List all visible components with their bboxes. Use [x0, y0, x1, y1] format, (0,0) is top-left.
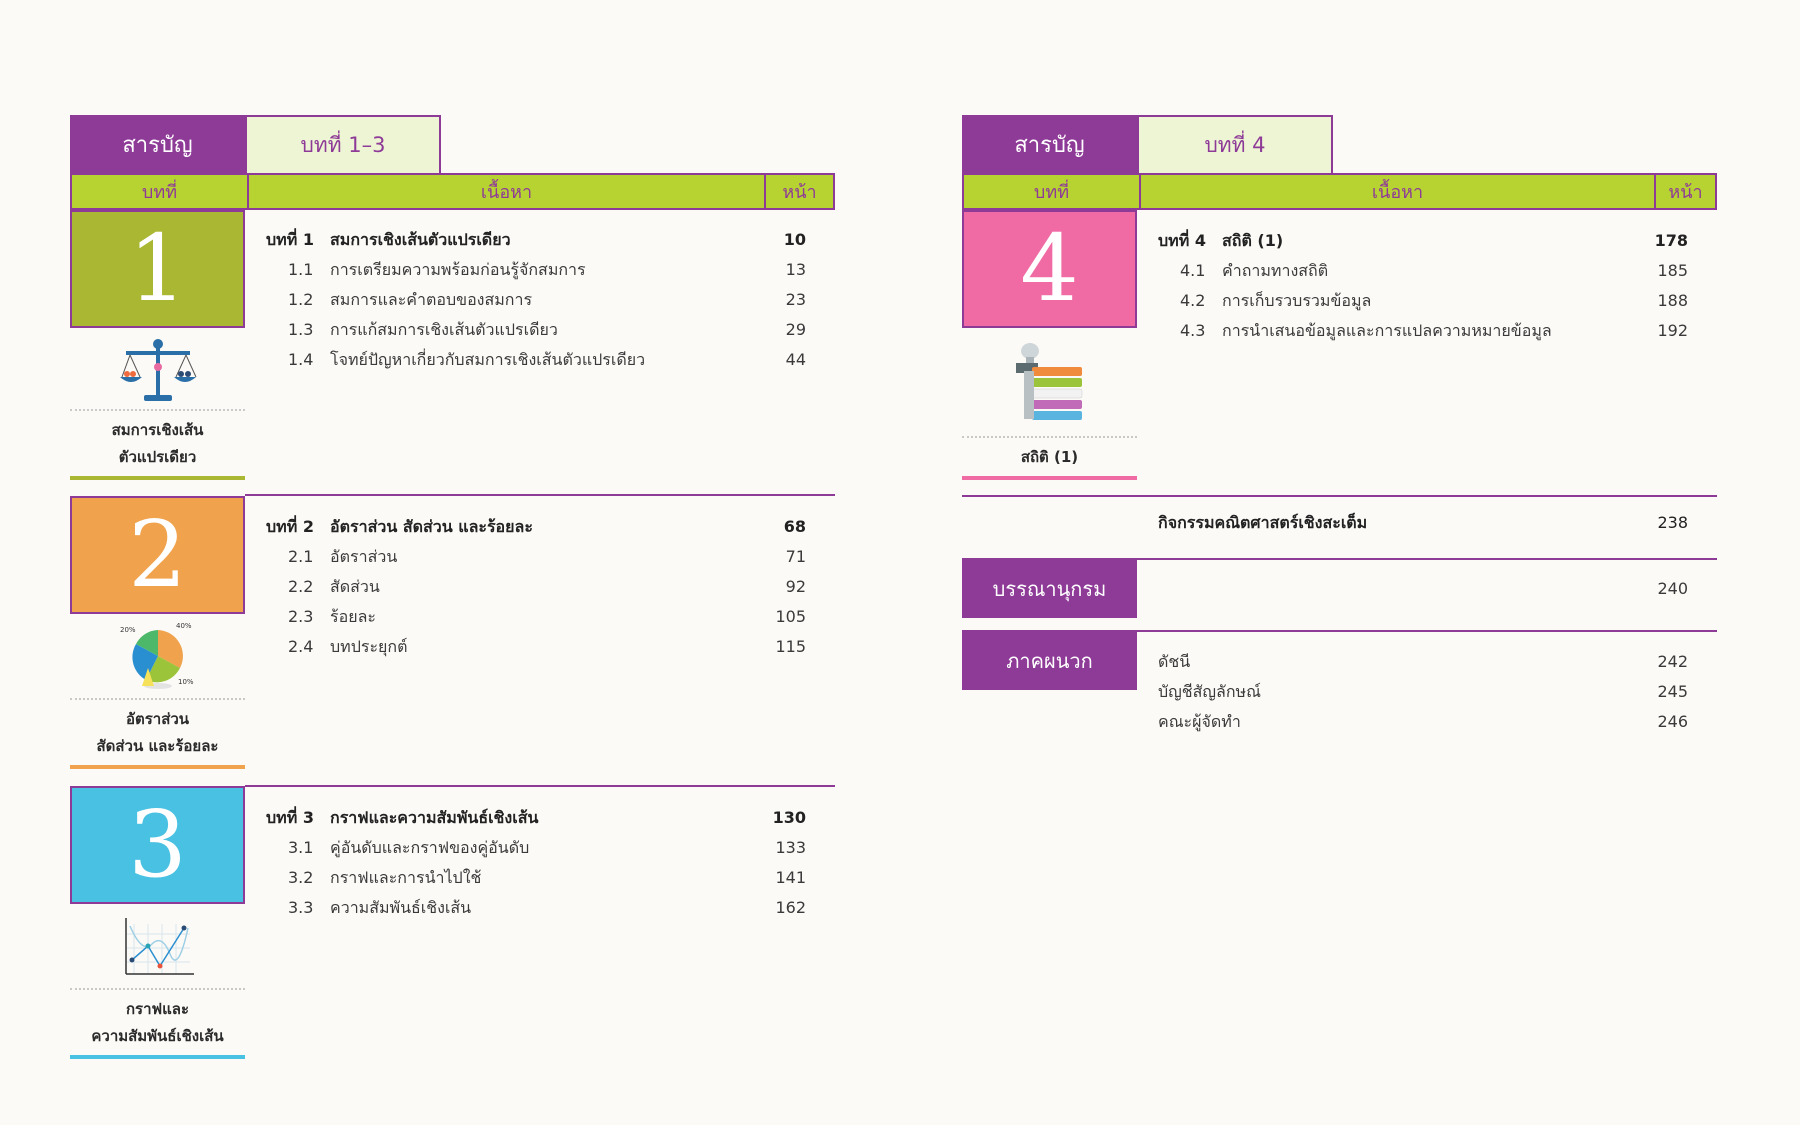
caption-line: ความสัมพันธ์เชิงเส้น — [91, 1027, 224, 1045]
toc-title: การนำเสนอข้อมูลและการแปลความหมายข้อมูล — [1222, 321, 1552, 340]
toc-row-main[interactable] — [266, 512, 806, 542]
toc-header-row — [962, 173, 1717, 210]
toc-row-sub[interactable] — [266, 833, 806, 863]
toc-num: 2.2 — [288, 577, 314, 596]
toc-num: 3.3 — [288, 898, 314, 917]
right-page — [892, 0, 1792, 1125]
toc-row-sub[interactable] — [266, 285, 806, 315]
toc-header-row — [70, 173, 835, 210]
toc-page: 71 — [785, 547, 806, 566]
toc-row-main[interactable] — [266, 803, 806, 833]
toc-num: 2.3 — [288, 607, 314, 626]
section-divider — [962, 495, 1717, 497]
toc-page: 141 — [775, 868, 806, 887]
toc-num: บทที่ 3 — [266, 808, 314, 827]
toc-title: สมการและคำตอบของสมการ — [330, 290, 533, 309]
toc-page: 188 — [1657, 291, 1688, 310]
chapter-1-toc — [266, 225, 806, 375]
toc-row-sub[interactable] — [1158, 677, 1688, 707]
toc-page: 133 — [775, 838, 806, 857]
toc-page: 92 — [785, 577, 806, 596]
toc-title: สมการเชิงเส้นตัวแปรเดียว — [330, 230, 511, 249]
chapter-2-toc — [266, 512, 806, 662]
divider — [70, 988, 245, 990]
toc-row-main[interactable] — [1158, 226, 1688, 256]
toc-num: 2.4 — [288, 637, 314, 656]
chapter-1-bar — [70, 476, 245, 480]
toc-num: 1.3 — [288, 320, 314, 339]
appendix-toc — [1158, 647, 1688, 737]
toc-num: 4.1 — [1180, 261, 1206, 280]
toc-page: 238 — [1657, 513, 1688, 532]
chapter-4-toc — [1158, 226, 1688, 346]
toc-title: โจทย์ปัญหาเกี่ยวกับสมการเชิงเส้นตัวแปรเดียว — [330, 350, 646, 369]
toc-row-sub[interactable] — [266, 255, 806, 285]
toc-page: 246 — [1657, 712, 1688, 731]
toc-num: บทที่ 2 — [266, 517, 314, 536]
header-page: หน้า — [1654, 175, 1715, 208]
toc-title: ดัชนี — [1158, 652, 1191, 671]
toc-row-sub[interactable] — [1158, 707, 1688, 737]
toc-page: 162 — [775, 898, 806, 917]
divider — [70, 698, 245, 700]
toc-page: 105 — [775, 607, 806, 626]
caption-line: สัดส่วน และร้อยละ — [96, 737, 219, 755]
toc-page: 10 — [783, 230, 806, 249]
toc-page: 185 — [1657, 261, 1688, 280]
toc-title: อัตราส่วน — [330, 547, 398, 566]
header-page: หน้า — [764, 175, 833, 208]
activity-toc — [1158, 508, 1688, 538]
toc-title: สัดส่วน — [330, 577, 380, 596]
chapter-4-number-box: 4 — [962, 210, 1137, 328]
line-graph-icon — [70, 910, 245, 985]
toc-title: ร้อยละ — [330, 607, 376, 626]
toc-title: อัตราส่วน สัดส่วน และร้อยละ — [330, 517, 533, 536]
toc-title: การเก็บรวบรวมข้อมูล — [1222, 291, 1372, 310]
toc-row-sub[interactable] — [266, 542, 806, 572]
toc-title: การแก้สมการเชิงเส้นตัวแปรเดียว — [330, 320, 558, 339]
bibliography-label: บรรณานุกรม — [962, 560, 1137, 618]
toc-row-sub[interactable] — [1158, 286, 1688, 316]
toc-row-sub[interactable] — [266, 345, 806, 375]
toc-tab-range: บทที่ 4 — [1137, 115, 1333, 173]
toc-row-sub[interactable] — [266, 315, 806, 345]
toc-page: 178 — [1654, 231, 1688, 250]
chapter-1-caption — [70, 417, 245, 471]
divider — [70, 409, 245, 411]
toc-row-main[interactable] — [1158, 508, 1688, 538]
toc-page: 29 — [785, 320, 806, 339]
chapter-2-bar — [70, 765, 245, 769]
toc-title: บัญชีสัญลักษณ์ — [1158, 682, 1261, 701]
chapter-2-caption — [70, 706, 245, 760]
section-divider — [245, 785, 835, 787]
toc-title: คู่อันดับและกราฟของคู่อันดับ — [330, 838, 530, 857]
toc-num: 2.1 — [288, 547, 314, 566]
toc-num: 1.1 — [288, 260, 314, 279]
pie-chart-icon — [70, 618, 245, 693]
toc-num: 1.2 — [288, 290, 314, 309]
toc-num: 4.2 — [1180, 291, 1206, 310]
toc-num: 1.4 — [288, 350, 314, 369]
toc-title: บทประยุกต์ — [330, 637, 408, 656]
toc-num: 3.2 — [288, 868, 314, 887]
section-divider — [245, 494, 835, 496]
pie-label: 40% — [175, 621, 192, 630]
toc-title: กิจกรรมคณิตศาสตร์เชิงสะเต็ม — [1158, 513, 1368, 532]
toc-row-sub[interactable] — [266, 602, 806, 632]
toc-page: 13 — [785, 260, 806, 279]
toc-page: 245 — [1657, 682, 1688, 701]
caption-line: สมการเชิงเส้น — [111, 421, 204, 439]
chapter-3-toc — [266, 803, 806, 923]
toc-title: กราฟและการนำไปใช้ — [330, 868, 482, 887]
header-chapter: บทที่ — [1033, 182, 1070, 203]
header-content: เนื้อหา — [1139, 175, 1654, 208]
toc-page: 44 — [785, 350, 806, 369]
header-chapter: บทที่ — [141, 182, 178, 203]
header-content: เนื้อหา — [247, 175, 764, 208]
caption-line: ตัวแปรเดียว — [118, 448, 197, 466]
toc-row-sub[interactable] — [266, 632, 806, 662]
toc-title: คณะผู้จัดทำ — [1158, 712, 1241, 731]
chapter-4-bar — [962, 476, 1137, 480]
pie-label: 10% — [177, 677, 194, 686]
toc-num: บทที่ 4 — [1158, 231, 1206, 250]
toc-title: การเตรียมความพร้อมก่อนรู้จักสมการ — [330, 260, 586, 279]
toc-page: 23 — [785, 290, 806, 309]
toc-num: 4.3 — [1180, 321, 1206, 340]
toc-row-main[interactable] — [266, 225, 806, 255]
toc-tab-title: สารบัญ — [962, 115, 1137, 173]
scale-icon — [70, 333, 245, 408]
toc-title: คำถามทางสถิติ — [1222, 261, 1329, 280]
toc-num: บทที่ 1 — [266, 230, 314, 249]
caption-line: สถิติ (1) — [1020, 448, 1079, 466]
stacked-steps-icon — [962, 340, 1137, 422]
toc-row-sub[interactable] — [1158, 647, 1688, 677]
toc-title: ความสัมพันธ์เชิงเส้น — [330, 898, 472, 917]
toc-row-sub[interactable] — [266, 572, 806, 602]
chapter-3-caption — [70, 996, 245, 1050]
toc-row-sub[interactable] — [1158, 316, 1688, 346]
chapter-1-number-box: 1 — [70, 210, 245, 328]
chapter-4-caption — [962, 444, 1137, 471]
pie-label: 20% — [119, 625, 136, 634]
chapter-2-number-box: 2 — [70, 496, 245, 614]
divider — [962, 436, 1137, 438]
toc-tab-title: สารบัญ — [70, 115, 245, 173]
toc-page: 192 — [1657, 321, 1688, 340]
toc-page: 242 — [1657, 652, 1688, 671]
toc-title: กราฟและความสัมพันธ์เชิงเส้น — [330, 808, 539, 827]
toc-num: 3.1 — [288, 838, 314, 857]
toc-page: 115 — [775, 637, 806, 656]
toc-title: สถิติ (1) — [1222, 231, 1284, 250]
caption-line: อัตราส่วน — [125, 710, 190, 728]
caption-line: กราฟและ — [125, 1000, 190, 1018]
toc-page: 240 — [1657, 579, 1688, 598]
toc-row-sub[interactable] — [266, 893, 806, 923]
chapter-3-bar — [70, 1055, 245, 1059]
toc-row-sub[interactable] — [1158, 256, 1688, 286]
appendix-label: ภาคผนวก — [962, 632, 1137, 690]
chapter-3-number-box: 3 — [70, 786, 245, 904]
toc-tab-range: บทที่ 1–3 — [245, 115, 441, 173]
toc-page: 68 — [783, 517, 806, 536]
toc-row-sub[interactable] — [266, 863, 806, 893]
toc-page: 130 — [772, 808, 806, 827]
